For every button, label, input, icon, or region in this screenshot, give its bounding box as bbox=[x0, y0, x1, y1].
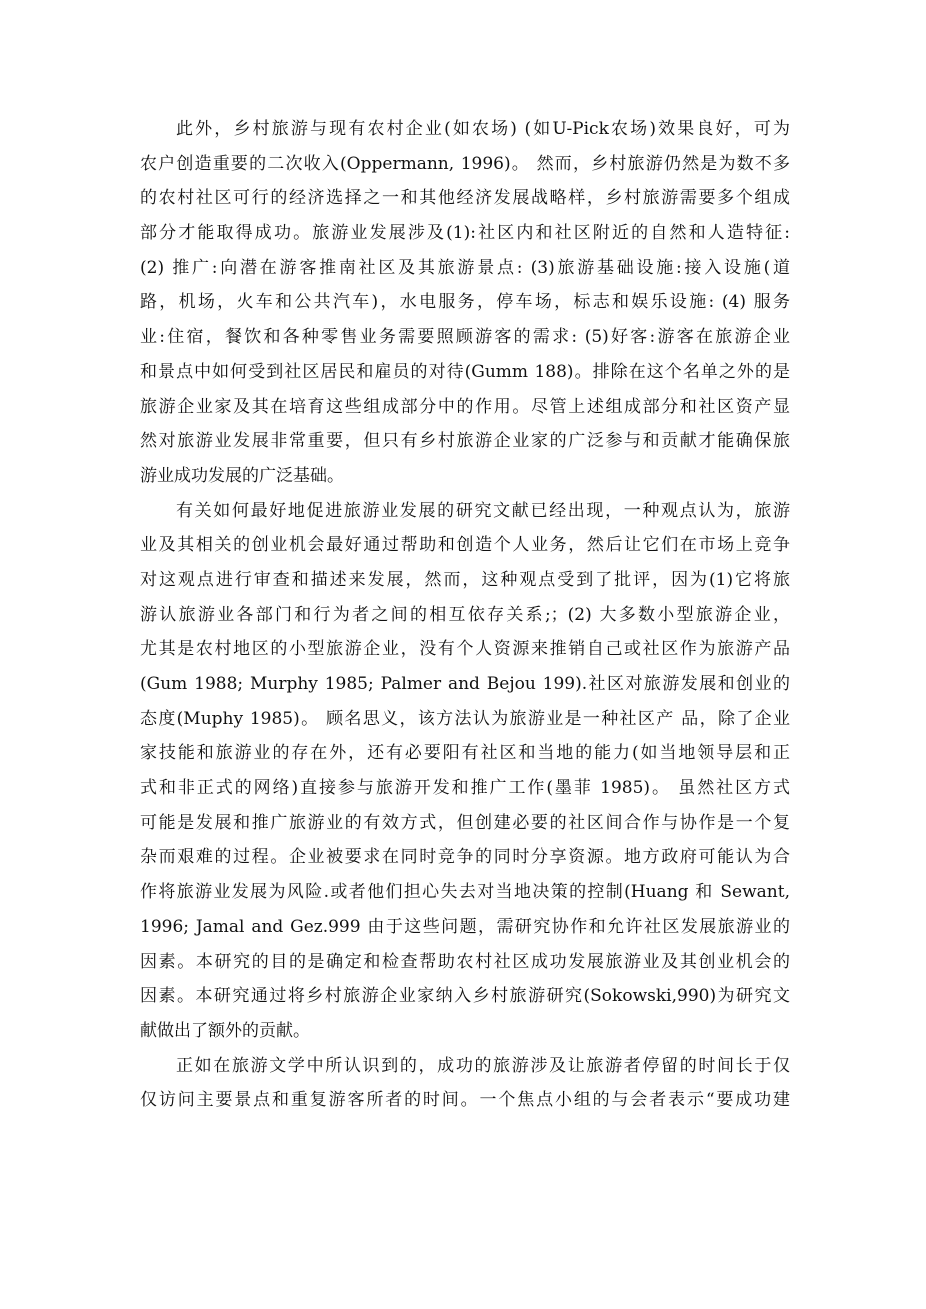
text-line: 家技能和旅游业的存在外，还有必要阳有社区和当地的能力(如当地领导层和正 bbox=[140, 743, 790, 764]
text-line: 然对旅游业发展非常重要，但只有乡村旅游企业家的广泛参与和贡献才能确保旅 bbox=[140, 431, 790, 452]
text-line: 因素。本研究通过将乡村旅游企业家纳入乡村旅游研究(Sokowski,990)为研究文 bbox=[140, 986, 790, 1007]
text-line: 农户创造重要的二次收入(Oppermann, 1996)。 然而，乡村旅游仍然是为数不多 bbox=[140, 153, 790, 174]
document-body bbox=[140, 112, 790, 1118]
text-line: 尤其是农村地区的小型旅游企业，没有个人资源来推销自己或社区作为旅游产品 bbox=[140, 639, 790, 660]
text-line: 献做出了额外的贡献。 bbox=[140, 1020, 310, 1041]
text-line: 旅游企业家及其在培育这些组成部分中的作用。尽管上述组成部分和社区资产显 bbox=[140, 396, 790, 417]
text-line: 式和非正式的网络)直接参与旅游开发和推广工作(墨菲 1985)。 虽然社区方式 bbox=[140, 778, 790, 799]
text-line: 对这观点进行审查和描述来发展，然而，这种观点受到了批评，因为(1)它将旅 bbox=[140, 569, 790, 590]
text-line: 业:住宿，餐饮和各种零售业务需要照顾游客的需求: (5)好客:游客在旅游企业 bbox=[140, 327, 790, 348]
text-line: 杂而艰难的过程。企业被要求在同时竞争的同时分享资源。地方政府可能认为合 bbox=[140, 847, 790, 868]
text-line: 有关如何最好地促进旅游业发展的研究文献已经出现，一种观点认为，旅游 bbox=[176, 500, 790, 521]
text-line: 态度(Muphy 1985)。 顾名思义，该方法认为旅游业是一种社区产 品，除了企业 bbox=[140, 708, 790, 729]
paragraph-3 bbox=[140, 1049, 790, 1118]
text-line: 的农村社区可行的经济选择之一和其他经济发展战略样，乡村旅游需要多个组成 bbox=[140, 188, 790, 209]
text-line: 此外，乡村旅游与现有农村企业(如农场) (如U-Pick农场)效果良好，可为 bbox=[176, 119, 790, 139]
text-line: 1996; Jamal and Gez.999 由于这些问题，需研究协作和允许社区发展旅游业的 bbox=[140, 916, 790, 937]
text-line: 业及其相关的创业机会最好通过帮助和创造个人业务，然后让它们在市场上竞争 bbox=[140, 535, 790, 556]
text-line: 作将旅游业发展为风险.或者他们担心失去对当地决策的控制(Huang 和 Sewant, bbox=[140, 882, 790, 903]
text-line: 和景点中如何受到社区居民和雇员的对待(Gumm 188)。排除在这个名单之外的是 bbox=[140, 361, 790, 382]
text-line: 因素。本研究的目的是确定和检查帮助农村社区成功发展旅游业及其创业机会的 bbox=[140, 951, 790, 972]
text-line: 仅访问主要景点和重复游客所者的时间。一个焦点小组的与会者表示“要成功建 bbox=[140, 1090, 790, 1111]
text-line: 游业成功发展的广泛基础。 bbox=[140, 465, 344, 486]
text-line: 路，机场，火车和公共汽车)，水电服务，停车场，标志和娱乐设施: (4) 服务 bbox=[140, 292, 790, 313]
paragraph-2 bbox=[140, 494, 790, 1049]
text-line: 游认旅游业各部门和行为者之间的相互依存关系;；(2) 大多数小型旅游企业， bbox=[140, 604, 790, 625]
text-line: 部分才能取得成功。旅游业发展涉及(1):社区内和社区附近的自然和人造特征: bbox=[140, 223, 790, 244]
text-line: 可能是发展和推广旅游业的有效方式，但创建必要的社区间合作与协作是一个复 bbox=[140, 812, 790, 833]
text-line: 正如在旅游文学中所认识到的，成功的旅游涉及让旅游者停留的时间长于仅 bbox=[176, 1055, 790, 1076]
paragraph-1 bbox=[140, 112, 790, 494]
text-line: (2) 推广:向潜在游客推南社区及其旅游景点: (3)旅游基础设施:接入设施(道 bbox=[140, 257, 790, 278]
text-line: (Gum 1988; Murphy 1985; Palmer and Bejou 199).社区对旅游发展和创业的 bbox=[140, 674, 790, 694]
